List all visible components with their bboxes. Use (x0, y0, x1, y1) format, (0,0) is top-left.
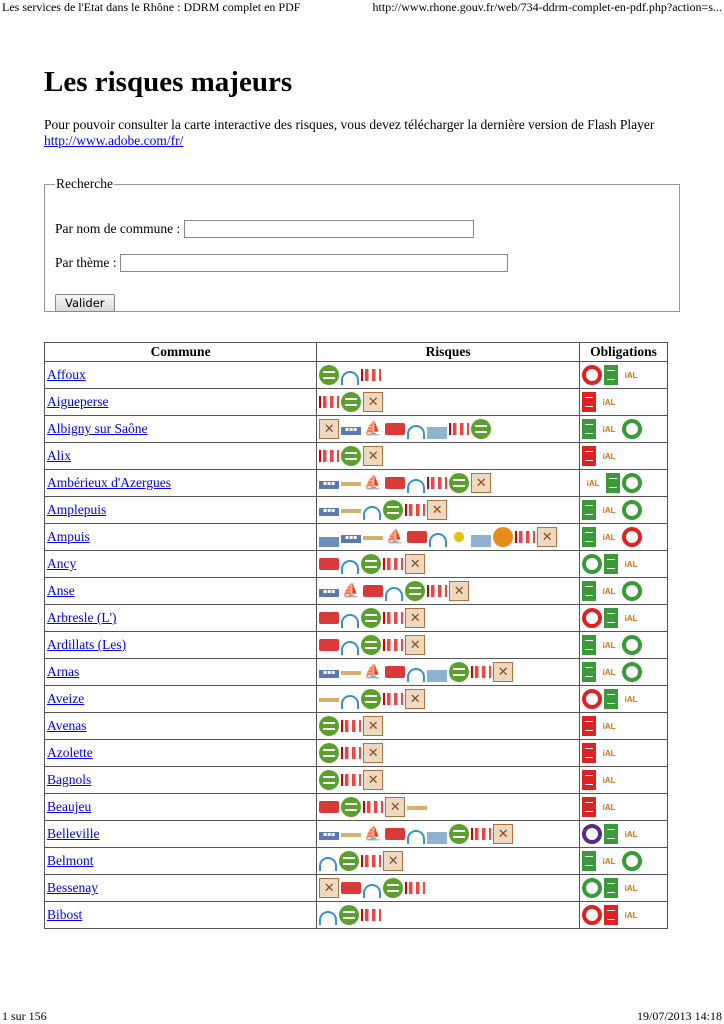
commune-cell (45, 767, 317, 794)
commune-cell (45, 875, 317, 902)
commune-link[interactable]: Bagnols (47, 772, 92, 787)
adobe-flash-link[interactable]: http://www.adobe.com/fr/ (44, 133, 184, 148)
commune-cell (45, 416, 317, 443)
commune-cell (45, 659, 317, 686)
commune-cell (45, 497, 317, 524)
rail-transport-icon (319, 500, 339, 520)
obligations-cell (580, 821, 668, 848)
flood-zone-icon (341, 371, 359, 385)
mining-cross-icon (537, 527, 557, 547)
commune-link[interactable]: Affoux (47, 367, 86, 382)
ial-icon: iAL (624, 613, 638, 623)
flood-zone-icon (407, 668, 425, 682)
lifebuoy-icon (582, 365, 602, 385)
print-datetime: 19/07/2013 14:18 (636, 1009, 722, 1023)
wind-sock-icon (427, 585, 447, 597)
commune-link[interactable]: Albigny sur Saône (47, 421, 148, 436)
document-red-icon (582, 770, 596, 790)
commune-link[interactable]: Bibost (47, 907, 83, 922)
risques-cell (317, 497, 580, 524)
commune-link[interactable]: Aveize (47, 691, 85, 706)
lifebuoy-icon (582, 905, 602, 925)
flood-wave-icon (383, 500, 403, 520)
flood-zone-icon (341, 614, 359, 628)
table-row (45, 497, 668, 524)
wind-sock-icon (319, 396, 339, 408)
flood-zone-icon (363, 884, 381, 898)
mining-cross-icon (363, 446, 383, 466)
risques-cell (317, 524, 580, 551)
mining-cross-icon (385, 797, 405, 817)
table-row (45, 740, 668, 767)
risques-cell (317, 551, 580, 578)
wind-sock-icon (471, 666, 491, 678)
obligations-cell (580, 659, 668, 686)
flood-wave-icon (361, 554, 381, 574)
table-row (45, 362, 668, 389)
industrial-icon (427, 662, 447, 682)
river-transport-icon (363, 419, 383, 439)
obligations-cell (580, 443, 668, 470)
mining-cross-icon (383, 851, 403, 871)
ial-icon: iAL (624, 370, 638, 380)
rail-transport-icon (319, 581, 339, 601)
flood-wave-icon (471, 419, 491, 439)
lifebuoy-icon (582, 608, 602, 628)
river-transport-icon (363, 662, 383, 682)
valider-button[interactable]: Valider (55, 294, 115, 312)
obligations-cell (580, 740, 668, 767)
commune-search-row (55, 220, 474, 238)
table-row (45, 578, 668, 605)
document-green-icon (604, 689, 618, 709)
risques-cell (317, 767, 580, 794)
mining-cross-icon (363, 770, 383, 790)
wind-sock-icon (363, 801, 383, 813)
ial-icon: iAL (602, 721, 616, 731)
document-green-icon (582, 581, 596, 601)
risques-cell (317, 605, 580, 632)
road-transport-icon (385, 666, 405, 678)
wind-sock-icon (471, 828, 491, 840)
ial-icon: iAL (602, 586, 616, 596)
ial-icon: iAL (602, 532, 616, 542)
flood-zone-icon (385, 587, 403, 601)
wind-sock-icon (383, 612, 403, 624)
river-transport-icon (363, 473, 383, 493)
commune-cell (45, 605, 317, 632)
commune-cell (45, 686, 317, 713)
commune-link[interactable]: Azolette (47, 745, 93, 760)
mining-cross-icon (449, 581, 469, 601)
table-row (45, 470, 668, 497)
document-green-icon (582, 527, 596, 547)
commune-label: Par nom de commune : (55, 221, 181, 236)
commune-cell (45, 902, 317, 929)
pipeline-icon (341, 662, 361, 682)
ial-icon: iAL (602, 451, 616, 461)
obligations-cell (580, 605, 668, 632)
document-green-icon (582, 851, 596, 871)
lifebuoy-violet-icon (582, 824, 602, 844)
page-title: Les risques majeurs (44, 66, 293, 98)
commune-link[interactable]: Bessenay (47, 880, 98, 895)
wind-sock-icon (515, 531, 535, 543)
search-legend: Recherche (56, 176, 113, 191)
table-row (45, 794, 668, 821)
risques-cell (317, 443, 580, 470)
flood-wave-icon (361, 689, 381, 709)
risques-cell (317, 389, 580, 416)
risques-cell (317, 659, 580, 686)
wind-sock-icon (341, 774, 361, 786)
table-header-row (45, 343, 668, 362)
ial-icon: iAL (586, 478, 600, 488)
road-transport-icon (385, 828, 405, 840)
flood-wave-icon (339, 851, 359, 871)
commune-cell (45, 578, 317, 605)
commune-link[interactable]: Avenas (47, 718, 87, 733)
commune-link[interactable]: Beaujeu (47, 799, 92, 814)
risques-cell (317, 740, 580, 767)
flood-zone-icon (407, 479, 425, 493)
commune-link[interactable]: Aigueperse (47, 394, 109, 409)
commune-cell (45, 389, 317, 416)
commune-cell (45, 362, 317, 389)
obligations-cell (580, 794, 668, 821)
table-row (45, 632, 668, 659)
obligations-cell (580, 389, 668, 416)
commune-cell (45, 551, 317, 578)
lifebuoy-green-icon (582, 878, 602, 898)
obligations-cell (580, 902, 668, 929)
commune-cell (45, 740, 317, 767)
nuclear-icon (449, 527, 469, 547)
flood-wave-icon (383, 878, 403, 898)
mining-cross-icon (405, 554, 425, 574)
river-transport-icon (341, 581, 361, 601)
table-row (45, 686, 668, 713)
wind-sock-icon (361, 909, 381, 921)
commune-link[interactable]: Arnas (47, 664, 80, 679)
ial-icon: iAL (624, 559, 638, 569)
document-red-icon (582, 716, 596, 736)
commune-link[interactable]: Belleville (47, 826, 100, 841)
table-row (45, 875, 668, 902)
wind-sock-icon (383, 558, 403, 570)
lifebuoy-green-icon (622, 662, 642, 682)
obligations-cell (580, 497, 668, 524)
obligations-cell (580, 578, 668, 605)
wind-sock-icon (383, 639, 403, 651)
obligations-cell (580, 470, 668, 497)
lifebuoy-icon (622, 527, 642, 547)
commune-input[interactable] (184, 220, 474, 238)
document-green-icon (582, 419, 596, 439)
industrial-icon (427, 824, 447, 844)
commune-cell (45, 524, 317, 551)
risques-cell (317, 416, 580, 443)
intro-paragraph (44, 117, 674, 149)
commune-cell (45, 470, 317, 497)
road-transport-icon (319, 801, 339, 813)
commune-link[interactable]: Ancy (47, 556, 77, 571)
communes-table (44, 342, 668, 929)
risques-cell (317, 362, 580, 389)
ial-icon: iAL (602, 424, 616, 434)
commune-link[interactable]: Anse (47, 583, 75, 598)
flood-zone-icon (429, 533, 447, 547)
risques-cell (317, 686, 580, 713)
rail-transport-icon (341, 419, 361, 439)
obligations-cell (580, 875, 668, 902)
obligations-cell (580, 524, 668, 551)
mining-cross-icon (405, 689, 425, 709)
obligations-cell (580, 848, 668, 875)
risques-cell (317, 794, 580, 821)
flash-notice: Pour pouvoir consulter la carte interactive des risques, vous devez télécharger la dernière version de Flash Player (44, 117, 655, 132)
flood-wave-icon (405, 581, 425, 601)
document-green-icon (604, 824, 618, 844)
flood-zone-icon (341, 560, 359, 574)
mining-cross-icon (363, 716, 383, 736)
flood-zone-icon (341, 695, 359, 709)
commune-cell (45, 632, 317, 659)
obligations-cell (580, 551, 668, 578)
commune-link[interactable]: Amplepuis (47, 502, 107, 517)
lifebuoy-green-icon (622, 500, 642, 520)
flood-wave-icon (319, 716, 339, 736)
rail-transport-icon (341, 527, 361, 547)
flood-wave-icon (449, 473, 469, 493)
mining-cross-icon (319, 419, 339, 439)
ial-icon: iAL (602, 775, 616, 785)
document-green-icon (582, 500, 596, 520)
flood-wave-icon (449, 824, 469, 844)
commune-cell (45, 848, 317, 875)
risques-cell (317, 713, 580, 740)
theme-input[interactable] (120, 254, 508, 272)
ial-icon: iAL (602, 640, 616, 650)
commune-cell (45, 794, 317, 821)
document-green-icon (604, 608, 618, 628)
pipeline-icon (363, 527, 383, 547)
road-transport-icon (319, 612, 339, 624)
flood-wave-icon (319, 743, 339, 763)
document-red-icon (582, 743, 596, 763)
document-red-icon (604, 905, 618, 925)
print-header-url: http://www.rhone.gouv.fr/web/734-ddrm-complet-en-pdf.php?action=s... (372, 0, 722, 14)
flood-wave-icon (341, 392, 361, 412)
pipeline-icon (407, 797, 427, 817)
table-row (45, 524, 668, 551)
table-row (45, 902, 668, 929)
mining-cross-icon (493, 662, 513, 682)
document-green-icon (606, 473, 620, 493)
wind-sock-icon (361, 855, 381, 867)
flood-zone-icon (407, 425, 425, 439)
wind-sock-icon (449, 423, 469, 435)
wind-sock-icon (427, 477, 447, 489)
risques-cell (317, 875, 580, 902)
flood-zone-icon (319, 857, 337, 871)
road-transport-icon (341, 882, 361, 894)
flood-zone-icon (341, 641, 359, 655)
ial-icon: iAL (602, 397, 616, 407)
lifebuoy-green-icon (582, 554, 602, 574)
flood-zone-icon (407, 830, 425, 844)
flood-wave-icon (449, 662, 469, 682)
flood-zone-icon (319, 911, 337, 925)
seismic-icon (493, 527, 513, 547)
industrial-icon (427, 419, 447, 439)
table-row (45, 767, 668, 794)
rail-transport-icon (319, 662, 339, 682)
document-green-icon (582, 635, 596, 655)
flood-wave-icon (341, 797, 361, 817)
road-transport-icon (385, 477, 405, 489)
document-green-icon (582, 662, 596, 682)
commune-cell (45, 443, 317, 470)
wind-sock-icon (341, 747, 361, 759)
document-red-icon (582, 392, 596, 412)
theme-search-row (55, 254, 508, 272)
lifebuoy-green-icon (622, 635, 642, 655)
wind-sock-icon (341, 720, 361, 732)
mining-cross-icon (427, 500, 447, 520)
document-red-icon (582, 797, 596, 817)
header-commune: Commune (45, 343, 317, 362)
obligations-cell (580, 713, 668, 740)
rail-transport-icon (319, 824, 339, 844)
mining-cross-icon (405, 635, 425, 655)
lifebuoy-green-icon (622, 581, 642, 601)
table-row (45, 551, 668, 578)
commune-link[interactable]: Arbresle (L') (47, 610, 117, 625)
mining-cross-icon (363, 392, 383, 412)
obligations-cell (580, 767, 668, 794)
header-obligations: Obligations (580, 343, 668, 362)
obligations-cell (580, 686, 668, 713)
ial-icon: iAL (602, 856, 616, 866)
pump-station-icon (319, 527, 339, 547)
theme-label: Par thème : (55, 255, 117, 270)
mining-cross-icon (405, 608, 425, 628)
document-green-icon (604, 365, 618, 385)
ial-icon: iAL (624, 883, 638, 893)
table-row (45, 659, 668, 686)
commune-cell (45, 821, 317, 848)
mining-cross-icon (363, 743, 383, 763)
document-green-icon (604, 554, 618, 574)
wind-sock-icon (405, 882, 425, 894)
ial-icon: iAL (602, 667, 616, 677)
road-transport-icon (385, 423, 405, 435)
commune-link[interactable]: Ardillats (Les) (47, 637, 127, 652)
flood-wave-icon (319, 365, 339, 385)
risques-cell (317, 821, 580, 848)
flood-wave-icon (361, 635, 381, 655)
pipeline-icon (341, 500, 361, 520)
road-transport-icon (319, 639, 339, 651)
lifebuoy-green-icon (622, 419, 642, 439)
ial-icon: iAL (602, 505, 616, 515)
obligations-cell (580, 632, 668, 659)
commune-link[interactable]: Alix (47, 448, 72, 463)
document-red-icon (582, 446, 596, 466)
obligations-cell (580, 362, 668, 389)
pipeline-icon (341, 473, 361, 493)
risques-cell (317, 470, 580, 497)
lifebuoy-icon (582, 689, 602, 709)
risques-cell (317, 848, 580, 875)
flood-wave-icon (319, 770, 339, 790)
ial-icon: iAL (624, 694, 638, 704)
river-transport-icon (385, 527, 405, 547)
wind-sock-icon (405, 504, 425, 516)
flood-wave-icon (341, 446, 361, 466)
print-header-title: Les services de l'Etat dans le Rhône : DDRM complet en PDF (2, 0, 301, 14)
pipeline-icon (319, 689, 339, 709)
wind-sock-icon (361, 369, 381, 381)
page-counter: 1 sur 156 (2, 1009, 47, 1023)
table-row (45, 821, 668, 848)
road-transport-icon (407, 531, 427, 543)
search-fieldset (44, 176, 680, 312)
wind-sock-icon (383, 693, 403, 705)
table-row (45, 443, 668, 470)
table-row (45, 605, 668, 632)
commune-link[interactable]: Belmont (47, 853, 94, 868)
commune-cell (45, 713, 317, 740)
flood-wave-icon (339, 905, 359, 925)
ial-icon: iAL (624, 910, 638, 920)
header-risques: Risques (317, 343, 580, 362)
wind-sock-icon (319, 450, 339, 462)
pipeline-icon (341, 824, 361, 844)
document-green-icon (604, 878, 618, 898)
commune-link[interactable]: Ambérieux d'Azergues (47, 475, 172, 490)
obligations-cell (580, 416, 668, 443)
rail-transport-icon (319, 473, 339, 493)
flood-zone-icon (363, 506, 381, 520)
table-row (45, 416, 668, 443)
risques-cell (317, 632, 580, 659)
table-row (45, 713, 668, 740)
river-transport-icon (363, 824, 383, 844)
commune-link[interactable]: Ampuis (47, 529, 90, 544)
risques-cell (317, 902, 580, 929)
road-transport-icon (363, 585, 383, 597)
ial-icon: iAL (602, 748, 616, 758)
risques-cell (317, 578, 580, 605)
ial-icon: iAL (602, 802, 616, 812)
table-row (45, 848, 668, 875)
table-row (45, 389, 668, 416)
flood-wave-icon (361, 608, 381, 628)
lifebuoy-green-icon (622, 473, 642, 493)
road-transport-icon (319, 558, 339, 570)
mining-cross-icon (471, 473, 491, 493)
ial-icon: iAL (624, 829, 638, 839)
lifebuoy-green-icon (622, 851, 642, 871)
mining-cross-icon (319, 878, 339, 898)
industrial-icon (471, 527, 491, 547)
mining-cross-icon (493, 824, 513, 844)
